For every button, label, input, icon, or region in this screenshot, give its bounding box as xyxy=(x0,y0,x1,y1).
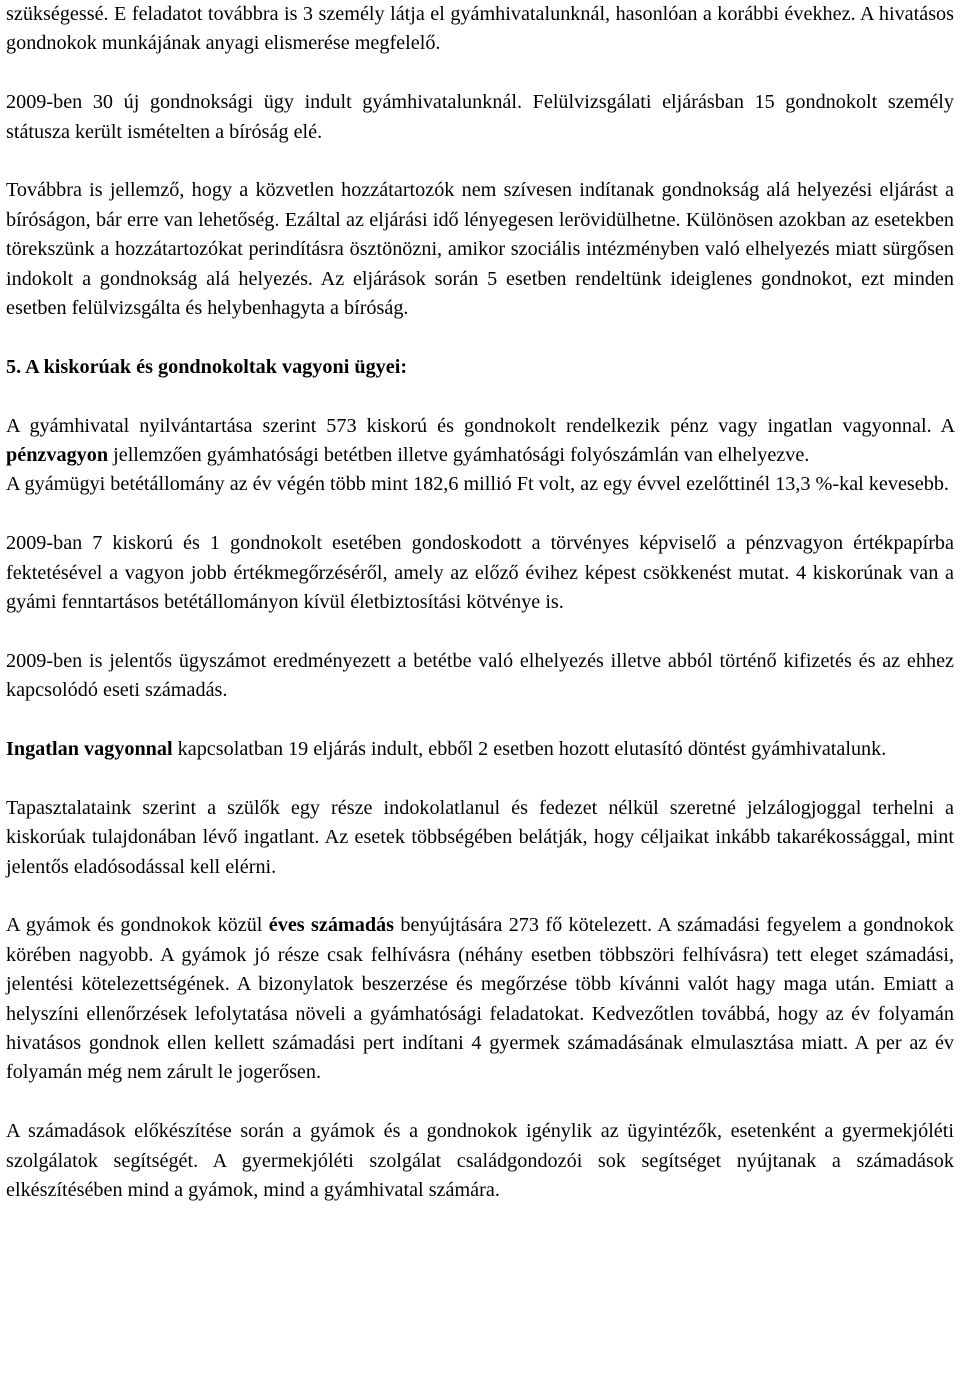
paragraph-staffing: szükségessé. E feladatot továbbra is 3 személy látja el gyámhivatalunknál, hasonlóan a korábbi évekhez. A hivatásos gondnokok munkájának anyagi elismerése megfelelő. xyxy=(6,3,954,55)
paragraph-child-welfare-help: A számadások előkészítése során a gyámok és a gondnokok igénylik az ügyintézők, esetenként a gyermekjóléti szolgálatok segítségét. A gyermekjóléti szolgálat családgondozói sok segítséget nyújtanak a számadások elkészítésében mind a gyámok, mind a gyámhivatal számára. xyxy=(6,1120,954,1202)
paragraph-deposit-balance: A gyámügyi betétállomány az év végén több mint 182,6 millió Ft volt, az egy évvel ezelőttinél 13,3 %-kal kevesebb. xyxy=(6,473,949,496)
paragraph-real-estate xyxy=(6,735,954,764)
annual-accounts-prefix: A gyámok és gondnokok közül xyxy=(6,914,269,937)
money-assets-text: jellemzően gyámhatósági betétben illetve gyámhatósági folyószámlán van elhelyezve. xyxy=(108,444,810,467)
annual-accounts-term: éves számadás xyxy=(268,914,394,937)
real-estate-term: Ingatlan vagyonnal xyxy=(6,738,173,761)
paragraph-securities: 2009-ban 7 kiskorú és 1 gondnokolt esetében gondoskodott a törvényes képviselő a pénzvagyon értékpapírba fektetésével a vagyon jobb értékmegőrzéséről, amely az előző évihez képest csökkenést mutat. 4 kiskorúnak van a gyámi fenntartásos betétállományon kívül életbiztosítási kötvénye is. xyxy=(6,532,954,614)
paragraph-deposit-caseload: 2009-ben is jelentős ügyszámot eredményezett a betétbe való elhelyezés illetve abból történő kifizetés és az ehhez kapcsolódó eseti számadás. xyxy=(6,649,954,702)
money-assets-term: pénzvagyon xyxy=(6,444,109,467)
real-estate-text: kapcsolatban 19 eljárás indult, ebből 2 esetben hozott elutasító döntést gyámhivatalunk. xyxy=(172,738,887,761)
paragraph-asset-registry xyxy=(6,412,954,471)
paragraph-mortgage-experience: Tapasztalataink szerint a szülők egy része indokolatlanul és fedezet nélkül szeretné jelzálogjoggal terhelni a kiskorúak tulajdonában lévő ingatlant. Az esetek többségében belátják, hogy céljaikat inkább takarékossággal, mint jelentős eladósodással kell elérni. xyxy=(6,796,954,878)
paragraph-guardianship-cases: 2009-ben 30 új gondnoksági ügy indult gyámhivatalunknál. Felülvizsgálati eljárásban 15 gondnokolt személy státusza került ismételten a bíróság elé. xyxy=(6,91,954,143)
registry-sentence: A gyámhivatal nyilvántartása szerint 573 kiskorú és gondnokolt rendelkezik pénz vagy ingatlan vagyonnal. xyxy=(6,414,932,437)
paragraph-relatives-procedure: Továbbra is jellemző, hogy a közvetlen hozzátartozók nem szívesen indítanak gondnokság alá helyezési eljárást a bíróságon, bár erre van lehetőség. Ezáltal az eljárási idő lényegesen lerövidülhetne. Különösen azokban az esetekben törekszünk a hozzátartozókat perindításra ösztönözni, amikor szociális intézményben való elhelyezés miatt sürgősen indokolt a gondnokság alá helyezés. Az eljárások során 5 esetben rendeltünk ideiglenes gondnokot, ezt minden esetben felülvizsgálta és helybenhagyta a bíróság. xyxy=(6,179,954,320)
document-page xyxy=(6,0,954,1206)
paragraph-annual-accounts xyxy=(6,911,954,1087)
annual-accounts-text: benyújtására 273 fő kötelezett. A számadási fegyelem a gondnokok körében nagyobb. A gyámok jó része csak felhívásra (néhány esetben többszöri felhívásra) tett eleget számadási, jelentési kötelezettségének. A bizonylatok beszerzése és megőrzése több kívánni valót hagy maga után. Emiatt a helyszíni ellenőrzések lefolytatása növeli a gyámhatósági feladatokat. Kedvezőtlen továbbá, hogy az év folyamán hivatásos gondnok ellen kellett számadási pert indítani 4 gyermek számadásának elmulasztása miatt. A per az év folyamán még nem zárult le jogerősen. xyxy=(6,914,954,1084)
money-assets-prefix: A xyxy=(940,414,954,437)
section-heading: 5. A kiskorúak és gondnokoltak vagyoni ügyei: xyxy=(6,355,408,378)
